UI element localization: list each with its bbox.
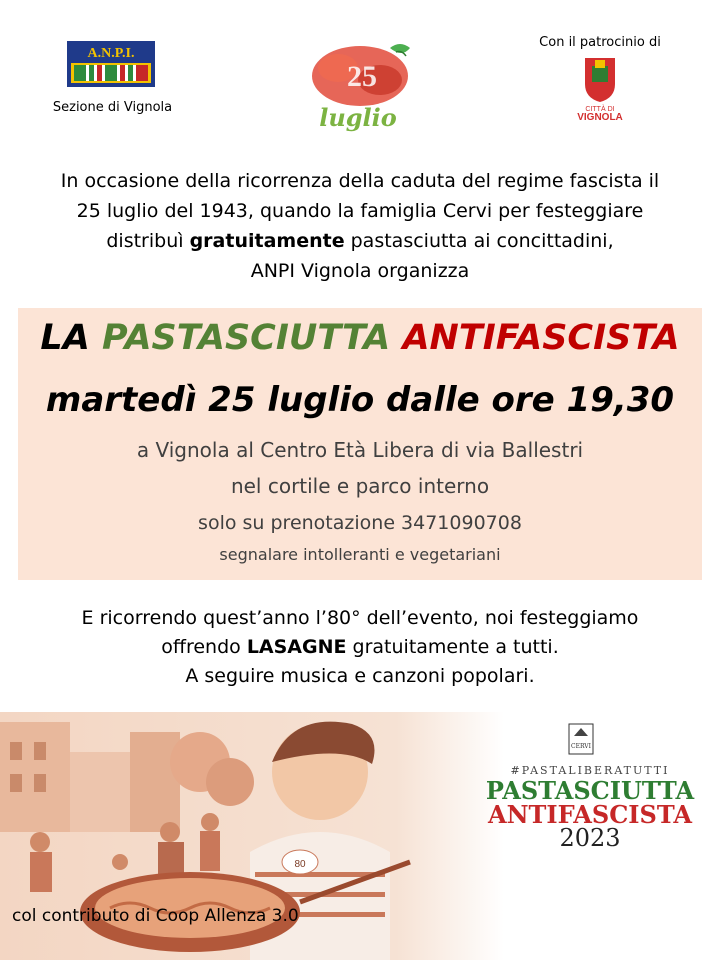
vignola-logo-top: CITTÀ DI <box>585 106 615 113</box>
hashtag-label: #PASTALIBERATUTTI <box>510 764 670 777</box>
event-title-antifascista: ANTIFASCISTA <box>402 318 680 358</box>
closing-line-2-post: gratuitamente a tutti. <box>352 636 559 658</box>
luglio-logo <box>300 38 420 133</box>
closing-paragraph <box>40 604 680 691</box>
vignola-logo-name: VIGNOLA <box>577 112 623 122</box>
brand-pastasciutta: PASTASCIUTTA <box>485 776 695 805</box>
closing-line-2-pre: offrendo <box>161 636 241 658</box>
closing-line-1: E ricorrendo quest’anno l’80° dell’evento, noi festeggiamo <box>81 607 639 629</box>
closing-lasagne: LASAGNE <box>246 636 347 658</box>
vignola-crest-logo <box>560 52 640 122</box>
anpi-section-caption: Sezione di Vignola <box>52 100 173 115</box>
intro-paragraph <box>40 166 680 286</box>
closing-line-2 <box>40 633 680 662</box>
intro-line-3-post: pastasciutta ai concittadini, <box>350 230 614 252</box>
plate-80-label: 80 <box>294 859 306 870</box>
event-note: segnalare intolleranti e vegetariani <box>219 545 501 564</box>
luglio-logo-number: 25 <box>347 60 377 93</box>
cervi-badge-icon <box>566 722 596 756</box>
badge-text: CERVI <box>571 743 591 750</box>
intro-line-3-pre: distribuì <box>106 230 184 252</box>
event-title-pastasciutta: PASTASCIUTTA <box>102 318 391 358</box>
event-place-line-2: nel cortile e parco interno <box>230 474 490 498</box>
intro-line-2: 25 luglio del 1943, quando la famiglia Cervi per festeggiare <box>76 200 644 222</box>
event-title-la: LA <box>40 318 90 358</box>
event-booking: solo su prenotazione 3471090708 <box>198 512 522 534</box>
anpi-logo <box>67 41 155 87</box>
patrocinio-text: Con il patrocinio di <box>539 35 661 50</box>
anpi-logo-text: A.N.P.I. <box>87 46 135 61</box>
event-date: martedì 25 luglio dalle ore 19,30 <box>45 380 675 420</box>
event-place-line-1: a Vignola al Centro Età Libera di via Ballestri <box>136 438 584 462</box>
brand-year: 2023 <box>559 824 621 852</box>
closing-line-3: A seguire musica e canzoni popolari. <box>185 665 535 687</box>
brand-antifascista: ANTIFASCISTA <box>487 800 693 829</box>
intro-line-3 <box>40 226 680 256</box>
event-title <box>18 318 702 358</box>
intro-gratuitamente: gratuitamente <box>189 230 345 252</box>
intro-line-4: ANPI Vignola organizza <box>250 260 470 282</box>
sponsor-credit: col contributo di Coop Allenza 3.0 <box>12 906 299 926</box>
luglio-logo-word: luglio <box>319 103 397 132</box>
intro-line-1: In occasione della ricorrenza della caduta del regime fascista il <box>60 170 660 192</box>
